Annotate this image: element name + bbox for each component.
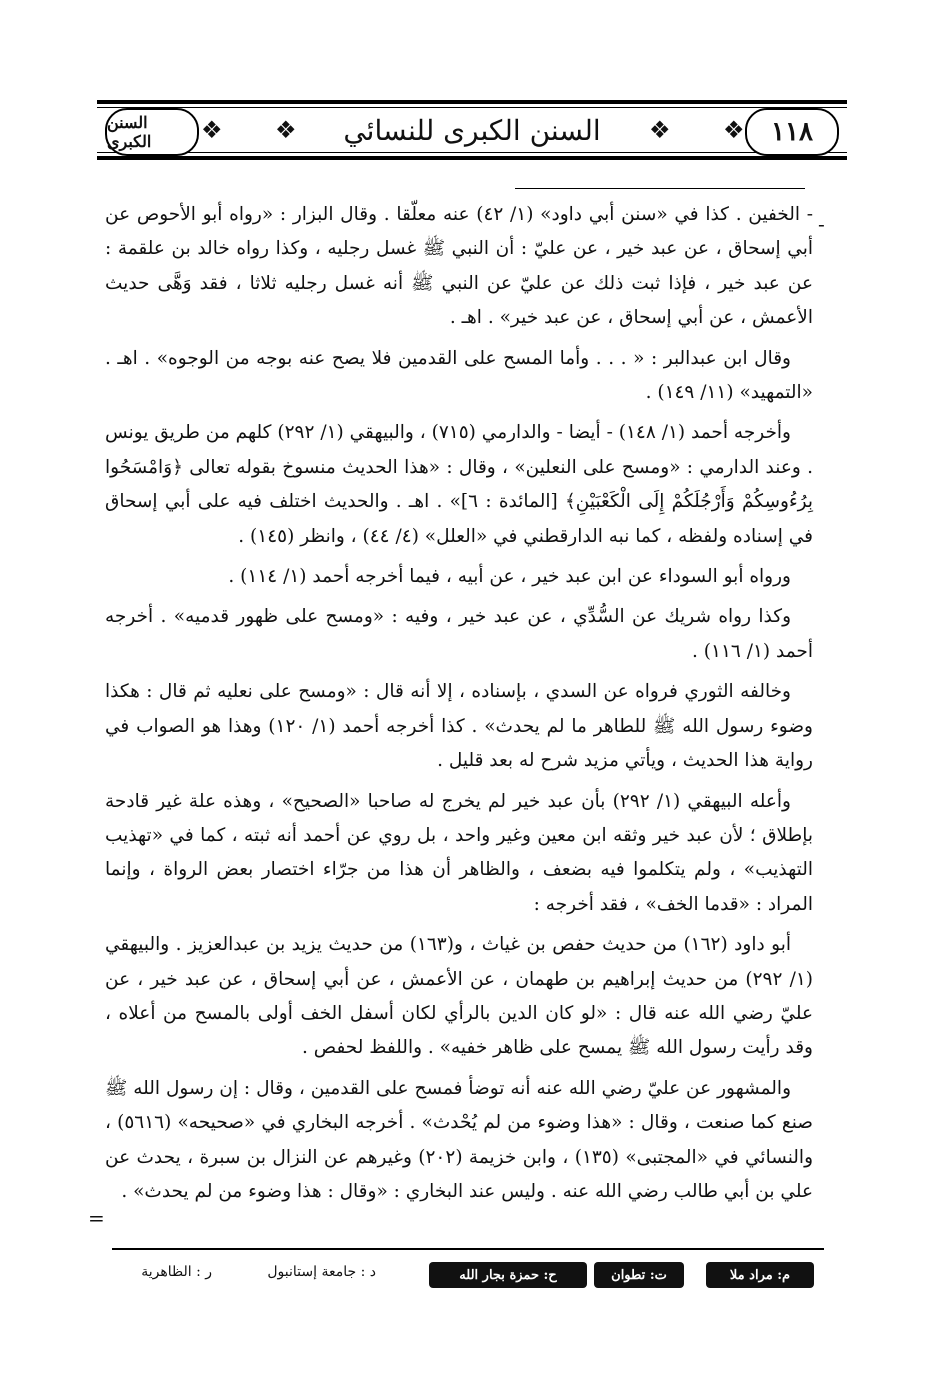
manuscript-h-badge: ح: حمزة بجار الله [429,1262,587,1288]
paragraph: والمشهور عن عليّ رضي الله عنه أنه توضأ فمسح على القدمين ، وقال : إن رسول الله ﷺ صنع كما صنعت ، وقال : «هذا وضوء من لم يُحْدث» . أخرجه البخاري في «صحيحه» (٥٦١٦) ، والنسائي في «المجتبى» (١٣٥) ، وابن خزيمة (٢٠٢) وغيرهم عن النزال بن سبرة ، يحدث عن علي بن أبي طالب رضي الله عنه . وليس عند البخاري : «وقال : هذا وضوء من لم يحدث» . [105,1077,813,1202]
manuscript-key [112,1260,824,1290]
header-bottom-band [97,156,847,160]
footer-rule [112,1248,824,1250]
book-emblem: السنن الكبرى [105,108,199,156]
paragraph: وأعله البيهقي (١/ ٢٩٢) بأن عبد خير لم يخرج له صاحبا «الصحيح» ، وهذه علة غير قادحة بإطلاق ؛ لأن عبد خير وثقه ابن معين وغير واحد ، بل روي عن أحمد أنه ثبته ، كما في «تهذيب التهذيب» ، ولم يتكلموا فيه بضعف ، والظاهر أن هذا من جرّاء اختصار بعض الرواة ، وإنما المراد : «قدما الخف» ، فقد أخرجه : [105,790,813,915]
continuation-mark-top: - [818,212,825,236]
paragraph: ورواه أبو السوداء عن ابن عبد خير ، عن أبيه ، فيما أخرجه أحمد (١/ ١١٤) . [228,566,791,588]
continuation-mark-bottom: = [88,1206,105,1230]
paragraph: وأخرجه أحمد (١/ ١٤٨) - أيضا - والدارمي (٧١٥) ، والبيهقي (١/ ٢٩٢) كلهم من طريق يونس . وعند الدارمي : «ومسح على النعلين» ، وقال : «هذا الحديث منسوخ بقوله تعالى ﴿وَامْسَحُوا بِرُءُوسِكُمْ وَأَرْجُلَكُمْ إِلَى الْكَعْبَيْنِ﴾ [المائدة : ٦]» . اهـ . والحديث اختلف فيه على أبي إسحاق في إسناده ولفظه ، كما نبه الدارقطني في «العلل» (٤/ ٤٤) ، وانظر (١٤٥) . [105,422,814,547]
manuscript-r-label: ر : الظاهرية [141,1264,212,1280]
ornament-right-icon: ❖ [723,116,745,144]
footnote-separator [515,188,805,189]
paragraph: - الخفين . كذا في «سنن أبي داود» (١/ ٤٢) عنه معلّقا . وقال البزار : «رواه أبو الأحوص عن أبي إسحاق ، عن عبد خير ، عن عليّ : أن النبي ﷺ غسل رجليه ، وكذا رواه خالد بن علقمة : عن عبد خير ، فإذا ثبت ذلك عن عليّ عن النبي ﷺ أنه غسل رجليه ثلاثا ، فقد وَهَّى حديث الأعمش ، عن أبي إسحاق ، عن عبد خير» . اهـ . [105,204,813,329]
paragraph: وكذا رواه شريك عن السُّدِّي ، عن عبد خير ، وفيه : «ومسح على ظهور قدميه» . أخرجه أحمد (١/ ١١٦) . [105,606,813,662]
manuscript-t-badge: ت: تطوان [594,1262,684,1288]
ornament-right-inner-icon: ❖ [649,116,671,144]
paragraph: وقال ابن عبدالبر : « . . . وأما المسح على القدمين فلا يصح عنه بوجه من الوجوه» . اهـ . «التمهيد» (١١/ ١٤٩) . [105,347,813,404]
footnote-body [105,198,813,1215]
ornament-left-inner-icon: ❖ [275,116,297,144]
page-header [97,100,847,160]
paragraph: أبو داود (١٦٢) من حديث حفص بن غياث ، و(١٦٣) من حديث يزيد بن عبدالعزيز . والبيهقي (١/ ٢٩٢) من حديث إبراهيم بن طهمان ، عن الأعمش ، عن أبي إسحاق ، عن عبد خير ، عن عليّ رضي الله عنه قال : «لو كان الدين بالرأي لكان أسفل الخف أولى بالمسح من أعلاه ، وقد رأيت رسول الله ﷺ يمسح على ظاهر خفيه» . واللفظ لحفص . [105,934,813,1059]
book-title: السنن الكبرى للنسائي [343,113,601,147]
manuscript-m-badge: م: مراد ملا [706,1262,814,1288]
manuscript-d-label: د : جامعة إستانبول [267,1264,376,1280]
paragraph: وخالفه الثوري فرواه عن السدي ، بإسناده ، إلا أنه قال : «ومسح على نعليه ثم قال : هكذا وضوء رسول الله ﷺ للطاهر ما لم يحدث» . كذا أخرجه أحمد (١/ ١٢٠) وهذا هو الصواب في رواية هذا الحديث ، ويأتي مزيد شرح له بعد قليل . [105,681,813,772]
ornament-left-icon: ❖ [201,116,223,144]
page-number: ١١٨ [745,108,839,156]
